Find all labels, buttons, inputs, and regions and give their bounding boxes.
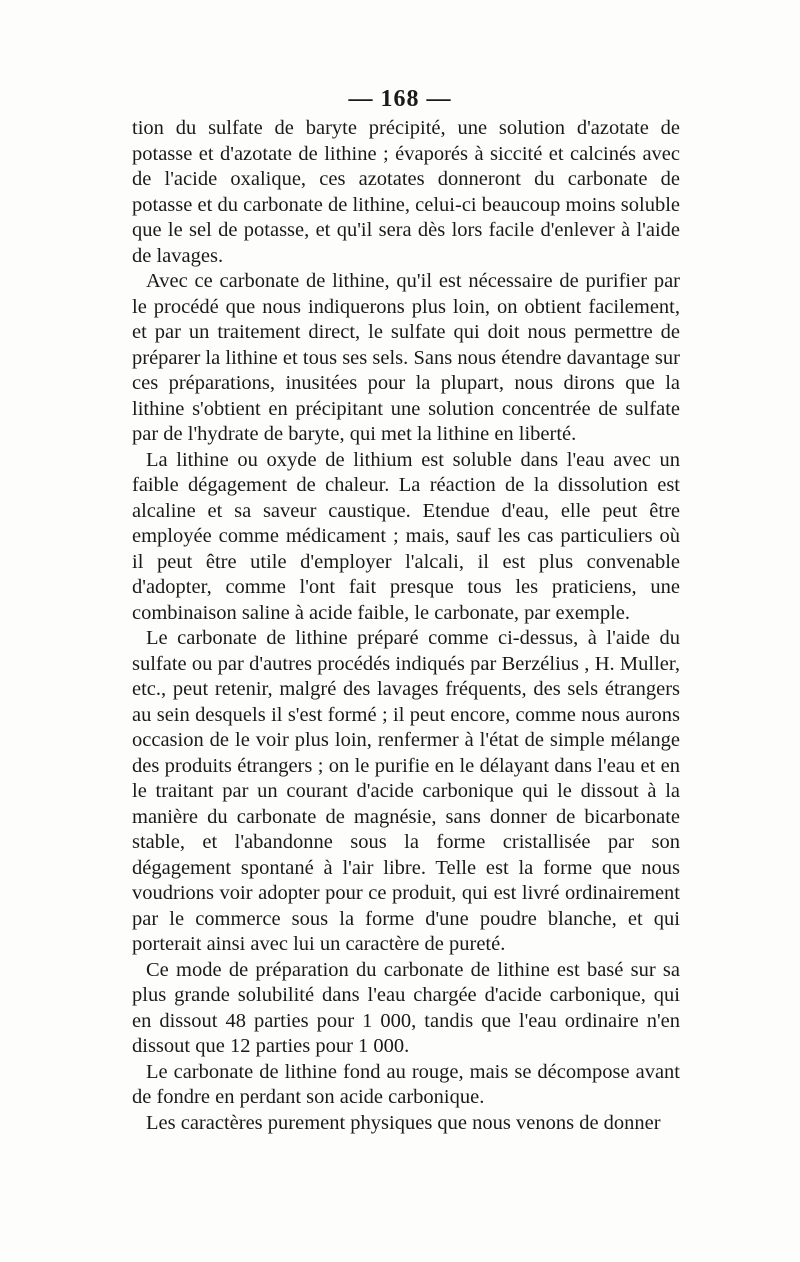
paragraph-2: Avec ce carbonate de lithine, qu'il est nécessaire de purifier par le procédé que nous indiquerons plus loin, on obtient facilement, et par un traitement direct, le sulfate qui doit nous permettre de préparer la lithine et tous ses sels. Sans nous étendre davantage sur ces préparations, inusitées pour la plupart, nous dirons que la lithine s'obtient en précipitant une solution concentrée de sulfate par de l'hydrate de baryte, qui met la lithine en liberté.	[132, 270, 680, 445]
paragraph-3: La lithine ou oxyde de lithium est soluble dans l'eau avec un faible dégagement de chaleur. La réaction de la dissolution est alcaline et sa saveur caustique. Etendue d'eau, elle peut être employée comme médicament ; mais, sauf les cas particuliers où il peut être utile d'employer l'alcali, il est plus convenable d'adopter, comme l'ont fait presque tous les praticiens, une combinaison saline à acide faible, le carbonate, par exemple.	[132, 448, 680, 624]
body-text	[132, 116, 680, 1136]
paragraph-4: Le carbonate de lithine préparé comme ci-dessus, à l'aide du sulfate ou par d'autres procédés indiqués par Berzélius , H. Muller, etc., peut retenir, malgré des lavages fréquents, des sels étrangers au sein desquels il s'est formé ; il peut encore, comme nous aurons occasion de le voir plus loin, renfermer à l'état de simple mélange des produits étrangers ; on le purifie en le délayant dans l'eau et en le traitant par un courant d'acide carbonique qui le dissout à la manière du carbonate de magnésie, sans donner de bicarbonate stable, et l'abandonne sous la forme cristallisée par son dégagement spontané à l'air libre. Telle est la forme que nous voudrions voir adopter pour ce produit, qui est livré ordinairement par le commerce sous la forme d'une poudre blanche, et qui porterait ainsi avec lui un caractère de pureté.	[132, 627, 680, 955]
paragraph-1: tion du sulfate de baryte précipité, une solution d'azotate de potasse et d'azotate de lithine ; évaporés à siccité et calcinés avec de l'acide oxalique, ces azotates donneront du carbonate de potasse et du carbonate de lithine, celui-ci beaucoup moins soluble que le sel de potasse, et qu'il sera dès lors facile d'enlever à l'aide de lavages.	[132, 117, 680, 267]
paragraph-7: Les caractères purement physiques que nous venons de donner	[146, 1111, 661, 1134]
page-number: — 168 —	[348, 86, 452, 112]
paragraph-6: Le carbonate de lithine fond au rouge, mais se décompose avant de fondre en perdant son acide carbonique.	[132, 1060, 680, 1108]
paragraph-5: Ce mode de préparation du carbonate de lithine est basé sur sa plus grande solubilité dans l'eau chargée d'acide carbonique, qui en dissout 48 parties pour 1 000, tandis que l'eau ordinaire n'en dissout que 12 parties pour 1 000.	[132, 958, 680, 1057]
